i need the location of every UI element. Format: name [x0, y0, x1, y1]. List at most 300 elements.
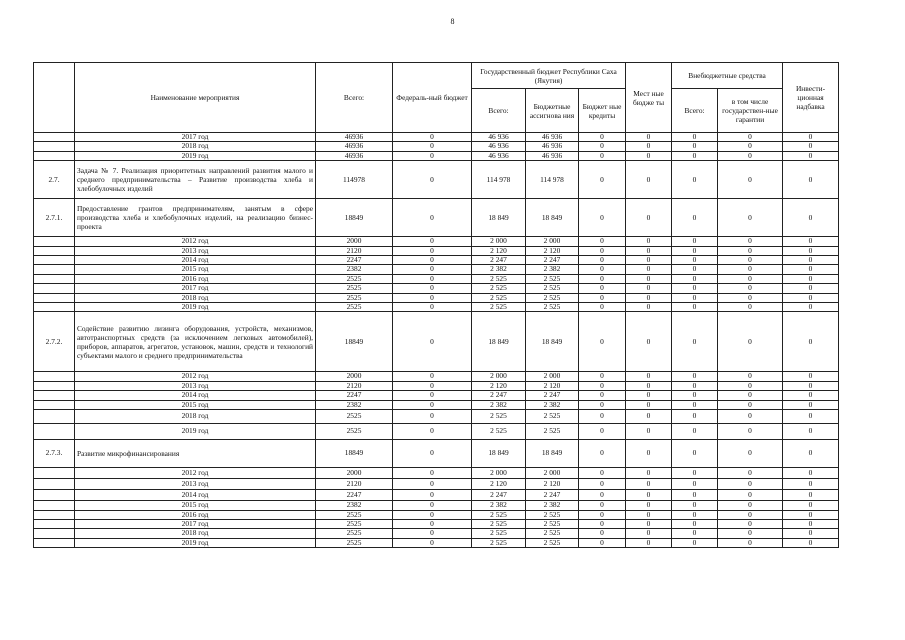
- row-value: 2 382: [472, 400, 526, 409]
- row-name: 2015 год: [75, 501, 316, 510]
- row-number: [34, 468, 75, 479]
- row-value: 0: [579, 142, 626, 151]
- year-row: [34, 142, 839, 151]
- row-value: 0: [393, 538, 472, 547]
- row-value: 0: [626, 142, 672, 151]
- row-value: 0: [579, 237, 626, 246]
- row-value: 0: [672, 529, 718, 538]
- row-value: 18 849: [472, 199, 526, 237]
- row-number: [34, 274, 75, 283]
- row-value: 0: [393, 274, 472, 283]
- row-value: 0: [626, 400, 672, 409]
- row-value: 0: [626, 479, 672, 490]
- row-value: 2120: [316, 246, 393, 255]
- row-value: 2000: [316, 372, 393, 381]
- row-value: 0: [783, 468, 839, 479]
- task-row: [34, 440, 839, 468]
- row-value: 0: [626, 501, 672, 510]
- row-value: 0: [579, 424, 626, 440]
- row-value: 18 849: [526, 199, 579, 237]
- row-value: 2120: [316, 381, 393, 390]
- row-number: [34, 424, 75, 440]
- row-value: 0: [783, 303, 839, 312]
- row-value: 2 525: [526, 519, 579, 528]
- row-value: 0: [626, 440, 672, 468]
- year-row: [34, 490, 839, 501]
- row-name: 2014 год: [75, 490, 316, 501]
- year-row: [34, 284, 839, 293]
- row-value: 2382: [316, 501, 393, 510]
- row-value: 0: [393, 501, 472, 510]
- row-name: 2012 год: [75, 237, 316, 246]
- row-value: 2 000: [526, 468, 579, 479]
- row-value: 2 120: [472, 479, 526, 490]
- row-value: 2 247: [472, 256, 526, 265]
- row-value: 2 525: [526, 303, 579, 312]
- row-value: 0: [718, 151, 783, 160]
- row-value: 0: [783, 246, 839, 255]
- row-value: 0: [579, 256, 626, 265]
- row-value: 2525: [316, 538, 393, 547]
- row-value: 2 525: [472, 274, 526, 283]
- row-value: 0: [579, 312, 626, 372]
- year-row: [34, 256, 839, 265]
- row-value: 2 525: [526, 293, 579, 302]
- row-value: 2 382: [526, 501, 579, 510]
- year-row: [34, 529, 839, 538]
- row-value: 0: [672, 133, 718, 142]
- row-value: 2 525: [526, 510, 579, 519]
- row-value: 0: [393, 510, 472, 519]
- row-value: 0: [393, 424, 472, 440]
- row-value: 0: [626, 538, 672, 547]
- row-name: Предоставление грантов предпринимателям, занятым в сфере производства хлеба и хлебобулочных изделий, на реализацию бизнес-проекта: [75, 199, 316, 237]
- row-name: 2019 год: [75, 303, 316, 312]
- row-value: 0: [393, 246, 472, 255]
- row-value: 2382: [316, 400, 393, 409]
- row-value: 0: [783, 274, 839, 283]
- row-value: 0: [718, 424, 783, 440]
- year-row: [34, 479, 839, 490]
- row-value: 0: [672, 400, 718, 409]
- row-value: 0: [783, 400, 839, 409]
- row-value: 0: [672, 151, 718, 160]
- row-value: 0: [718, 381, 783, 390]
- row-value: 0: [783, 199, 839, 237]
- row-value: 2525: [316, 510, 393, 519]
- header-state-alloc: Бюджетные ассигнова ния: [526, 89, 579, 133]
- row-value: 2 525: [472, 510, 526, 519]
- row-value: 2120: [316, 479, 393, 490]
- year-row: [34, 133, 839, 142]
- row-name: 2019 год: [75, 424, 316, 440]
- row-value: 0: [393, 161, 472, 199]
- row-value: 0: [393, 490, 472, 501]
- row-value: 0: [579, 265, 626, 274]
- row-value: 0: [579, 161, 626, 199]
- row-number: [34, 538, 75, 547]
- year-row: [34, 274, 839, 283]
- row-value: 0: [672, 199, 718, 237]
- row-value: 0: [672, 303, 718, 312]
- row-value: 2 247: [526, 391, 579, 400]
- row-value: 0: [579, 274, 626, 283]
- row-name: 2013 год: [75, 246, 316, 255]
- row-value: 2 120: [472, 381, 526, 390]
- row-value: 2 000: [472, 237, 526, 246]
- row-value: 0: [393, 284, 472, 293]
- row-value: 18849: [316, 312, 393, 372]
- row-value: 46 936: [526, 133, 579, 142]
- row-value: 0: [626, 256, 672, 265]
- row-value: 0: [672, 410, 718, 424]
- row-value: 0: [672, 479, 718, 490]
- year-row: [34, 538, 839, 547]
- row-number: [34, 501, 75, 510]
- row-value: 46 936: [526, 151, 579, 160]
- row-value: 2 000: [472, 468, 526, 479]
- row-value: 0: [672, 510, 718, 519]
- row-value: 2 382: [472, 265, 526, 274]
- row-value: 0: [718, 510, 783, 519]
- row-value: 2525: [316, 293, 393, 302]
- row-value: 2 120: [526, 381, 579, 390]
- row-number: [34, 490, 75, 501]
- row-value: 2 525: [526, 410, 579, 424]
- row-value: 0: [393, 400, 472, 409]
- row-value: 0: [393, 303, 472, 312]
- row-value: 0: [783, 501, 839, 510]
- row-name: 2014 год: [75, 256, 316, 265]
- row-value: 0: [718, 400, 783, 409]
- row-value: 0: [783, 265, 839, 274]
- row-value: 0: [579, 410, 626, 424]
- row-value: 0: [626, 274, 672, 283]
- row-number: [34, 284, 75, 293]
- row-value: 2 525: [526, 274, 579, 283]
- task-row: [34, 312, 839, 372]
- row-number: [34, 151, 75, 160]
- row-value: 2247: [316, 490, 393, 501]
- row-value: 18 849: [526, 312, 579, 372]
- row-value: 0: [718, 142, 783, 151]
- row-value: 0: [579, 284, 626, 293]
- row-value: 0: [393, 372, 472, 381]
- header-total: Всего:: [316, 63, 393, 133]
- row-value: 0: [626, 490, 672, 501]
- row-value: 18 849: [526, 440, 579, 468]
- row-name: Развитие микрофинансирования: [75, 440, 316, 468]
- year-row: [34, 391, 839, 400]
- row-number: 2.7.3.: [34, 440, 75, 468]
- row-value: 0: [718, 293, 783, 302]
- row-value: 0: [393, 440, 472, 468]
- row-value: 2 382: [472, 501, 526, 510]
- row-value: 0: [579, 440, 626, 468]
- row-value: 0: [718, 501, 783, 510]
- row-value: 0: [672, 274, 718, 283]
- row-value: 0: [783, 424, 839, 440]
- row-value: 0: [579, 133, 626, 142]
- row-value: 0: [783, 237, 839, 246]
- row-name: 2015 год: [75, 265, 316, 274]
- row-value: 0: [393, 256, 472, 265]
- row-value: 0: [672, 519, 718, 528]
- row-number: [34, 519, 75, 528]
- row-value: 0: [672, 256, 718, 265]
- row-name: 2018 год: [75, 529, 316, 538]
- row-name: Содействие развитию лизинга оборудования, устройств, механизмов, автотранспортных средств (за исключением легковых автомобилей), приборов, аппаратов, агрегатов, установок, машин, средств и технологий субъектами малого и среднего предпринимательства: [75, 312, 316, 372]
- year-row: [34, 410, 839, 424]
- year-row: [34, 237, 839, 246]
- row-number: [34, 372, 75, 381]
- row-value: 2 247: [526, 490, 579, 501]
- row-value: 2525: [316, 424, 393, 440]
- header-federal: Федераль-ный бюджет: [393, 63, 472, 133]
- row-value: 0: [672, 440, 718, 468]
- row-value: 0: [783, 538, 839, 547]
- row-value: 0: [393, 237, 472, 246]
- row-name: 2015 год: [75, 400, 316, 409]
- row-value: 0: [626, 151, 672, 160]
- row-value: 0: [672, 538, 718, 547]
- row-value: 0: [672, 293, 718, 302]
- row-value: 0: [718, 133, 783, 142]
- row-value: 0: [783, 381, 839, 390]
- year-row: [34, 293, 839, 302]
- row-value: 0: [718, 284, 783, 293]
- row-value: 0: [783, 133, 839, 142]
- row-value: 0: [672, 391, 718, 400]
- row-number: [34, 510, 75, 519]
- year-row: [34, 303, 839, 312]
- row-number: [34, 479, 75, 490]
- row-value: 2 525: [526, 424, 579, 440]
- row-value: 2 382: [526, 265, 579, 274]
- row-value: 2 000: [526, 372, 579, 381]
- row-value: 2525: [316, 410, 393, 424]
- row-value: 0: [626, 424, 672, 440]
- row-value: 0: [626, 246, 672, 255]
- row-value: 0: [579, 501, 626, 510]
- row-value: 2 525: [526, 284, 579, 293]
- row-value: 2 525: [472, 519, 526, 528]
- row-value: 0: [626, 293, 672, 302]
- row-number: [34, 400, 75, 409]
- row-number: [34, 265, 75, 274]
- header-name: Наименование мероприятия: [75, 63, 316, 133]
- year-row: [34, 519, 839, 528]
- row-number: [34, 142, 75, 151]
- row-name: 2014 год: [75, 391, 316, 400]
- row-name: 2017 год: [75, 133, 316, 142]
- row-number: [34, 303, 75, 312]
- year-row: [34, 468, 839, 479]
- row-name: 2016 год: [75, 274, 316, 283]
- row-value: 2382: [316, 265, 393, 274]
- row-value: 2000: [316, 237, 393, 246]
- row-value: 46 936: [472, 133, 526, 142]
- row-value: 2 247: [472, 490, 526, 501]
- row-value: 2 525: [526, 538, 579, 547]
- row-value: 0: [718, 161, 783, 199]
- row-value: 0: [783, 510, 839, 519]
- row-value: 0: [579, 510, 626, 519]
- row-value: 0: [579, 381, 626, 390]
- row-value: 2 247: [472, 391, 526, 400]
- row-name: 2018 год: [75, 293, 316, 302]
- row-value: 0: [626, 199, 672, 237]
- row-value: 0: [393, 151, 472, 160]
- row-name: 2018 год: [75, 142, 316, 151]
- year-row: [34, 381, 839, 390]
- row-number: [34, 410, 75, 424]
- row-value: 0: [672, 490, 718, 501]
- row-value: 0: [783, 529, 839, 538]
- row-value: 0: [672, 468, 718, 479]
- row-number: [34, 133, 75, 142]
- row-value: 0: [718, 410, 783, 424]
- row-value: 2 525: [472, 424, 526, 440]
- row-value: 0: [579, 538, 626, 547]
- row-value: 2525: [316, 303, 393, 312]
- row-value: 0: [626, 381, 672, 390]
- row-value: 2247: [316, 256, 393, 265]
- row-value: 0: [579, 400, 626, 409]
- row-name: 2019 год: [75, 151, 316, 160]
- row-value: 2525: [316, 284, 393, 293]
- row-value: 2 000: [472, 372, 526, 381]
- row-number: [34, 256, 75, 265]
- header-number: [34, 63, 75, 133]
- row-name: 2013 год: [75, 479, 316, 490]
- row-value: 0: [783, 479, 839, 490]
- row-name: 2017 год: [75, 284, 316, 293]
- row-number: [34, 293, 75, 302]
- row-value: 0: [783, 372, 839, 381]
- row-value: 2247: [316, 391, 393, 400]
- row-value: 0: [783, 410, 839, 424]
- row-value: 0: [393, 133, 472, 142]
- row-value: 0: [626, 265, 672, 274]
- row-value: 0: [626, 391, 672, 400]
- row-number: 2.7.: [34, 161, 75, 199]
- row-value: 0: [718, 372, 783, 381]
- row-value: 0: [783, 284, 839, 293]
- header-invest: Инвести-ционная надбавка: [783, 63, 839, 133]
- row-value: 2525: [316, 529, 393, 538]
- row-number: [34, 391, 75, 400]
- row-value: 0: [626, 237, 672, 246]
- row-value: 0: [579, 372, 626, 381]
- task-row: [34, 161, 839, 199]
- row-name: 2012 год: [75, 372, 316, 381]
- row-value: 0: [626, 312, 672, 372]
- row-value: 2 120: [526, 246, 579, 255]
- row-value: 2 525: [472, 410, 526, 424]
- row-value: 0: [393, 529, 472, 538]
- row-value: 2 525: [472, 529, 526, 538]
- row-name: Задача № 7. Реализация приоритетных направлений развития малого и среднего предпринимательства – Развитие производства хлеба и хлебобулочных изделий: [75, 161, 316, 199]
- row-value: 0: [672, 312, 718, 372]
- row-value: 2 525: [472, 293, 526, 302]
- row-value: 18 849: [472, 312, 526, 372]
- row-value: 0: [672, 372, 718, 381]
- row-value: 2 525: [526, 529, 579, 538]
- year-row: [34, 372, 839, 381]
- row-value: 2525: [316, 274, 393, 283]
- row-value: 46936: [316, 151, 393, 160]
- row-value: 0: [579, 391, 626, 400]
- row-value: 0: [393, 312, 472, 372]
- row-value: 0: [626, 529, 672, 538]
- row-value: 0: [626, 372, 672, 381]
- row-name: 2012 год: [75, 468, 316, 479]
- row-value: 0: [626, 303, 672, 312]
- budget-table: [33, 62, 839, 548]
- row-value: 18 849: [472, 440, 526, 468]
- row-value: 0: [718, 468, 783, 479]
- header-local: Мест ные бюдже ты: [626, 63, 672, 133]
- row-value: 0: [579, 293, 626, 302]
- row-value: 0: [393, 410, 472, 424]
- row-value: 0: [393, 381, 472, 390]
- row-value: 0: [718, 265, 783, 274]
- row-value: 0: [783, 256, 839, 265]
- row-value: 0: [672, 161, 718, 199]
- year-row: [34, 151, 839, 160]
- row-value: 0: [579, 303, 626, 312]
- row-value: 0: [718, 274, 783, 283]
- row-value: 18849: [316, 440, 393, 468]
- row-value: 0: [783, 312, 839, 372]
- year-row: [34, 501, 839, 510]
- row-number: [34, 529, 75, 538]
- row-number: [34, 246, 75, 255]
- row-value: 0: [626, 133, 672, 142]
- row-name: 2013 год: [75, 381, 316, 390]
- row-value: 0: [783, 151, 839, 160]
- row-value: 0: [783, 519, 839, 528]
- row-value: 0: [718, 440, 783, 468]
- row-value: 0: [783, 490, 839, 501]
- header-off-guarantees: в том числе государствен-ные гарантии: [718, 89, 783, 133]
- row-value: 0: [626, 519, 672, 528]
- row-value: 46 936: [472, 142, 526, 151]
- row-value: 2 525: [472, 303, 526, 312]
- row-value: 0: [626, 410, 672, 424]
- header-state-budget: Государственный бюджет Республики Саха (Якутия): [472, 63, 626, 89]
- row-value: 0: [393, 519, 472, 528]
- row-number: [34, 381, 75, 390]
- row-value: 0: [718, 237, 783, 246]
- row-name: 2018 год: [75, 410, 316, 424]
- row-value: 46 936: [526, 142, 579, 151]
- row-value: 0: [672, 284, 718, 293]
- row-value: 0: [672, 381, 718, 390]
- row-value: 0: [393, 391, 472, 400]
- year-row: [34, 400, 839, 409]
- row-value: 0: [579, 490, 626, 501]
- row-value: 18849: [316, 199, 393, 237]
- row-value: 0: [626, 284, 672, 293]
- row-value: 0: [579, 199, 626, 237]
- row-value: 0: [579, 468, 626, 479]
- row-name: 2016 год: [75, 510, 316, 519]
- row-value: 0: [579, 246, 626, 255]
- row-value: 0: [579, 519, 626, 528]
- row-value: 0: [718, 490, 783, 501]
